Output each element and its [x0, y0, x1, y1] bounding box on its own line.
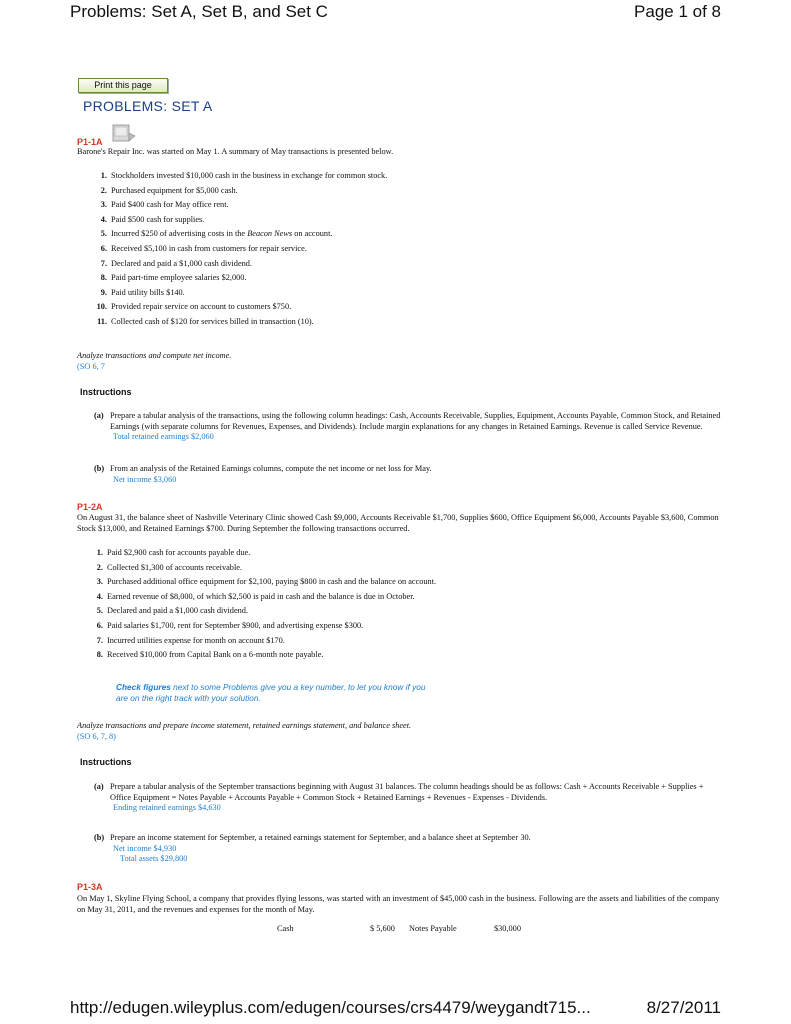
list-item: 2. Collected $1,300 of accounts receivable.: [96, 562, 243, 572]
list-item: 4. Paid $500 cash for supplies.: [100, 214, 205, 224]
list-item: 10. Provided repair service on account to customers $750.: [96, 302, 292, 312]
study-objective-link[interactable]: (SO 6, 7: [77, 361, 105, 371]
list-item: 8. Received $10,000 from Capital Bank on a 6-month note payable.: [96, 650, 324, 660]
list-item: 4. Earned revenue of $8,000, of which $2,500 is paid in cash and the balance is due in October.: [96, 591, 415, 601]
transaction-list-p1-2a: [90, 548, 710, 665]
check-figure: Total retained earnings $2,060: [113, 432, 214, 441]
page-url: http://edugen.wileyplus.com/edugen/courses/crs4479/weygandt715...: [70, 998, 591, 1017]
problem-label-p1-1a: P1-1A: [77, 137, 103, 147]
problem-intro-p1-1a: Barone's Repair Inc. was started on May 1. A summary of May transactions is presented below.: [77, 147, 394, 156]
print-footer: [70, 998, 721, 1024]
list-item: 2. Purchased equipment for $5,000 cash.: [100, 185, 238, 195]
ledger-amount: $ 5,600: [370, 924, 395, 933]
list-item: 7. Incurred utilities expense for month on account $170.: [96, 635, 285, 645]
check-figure: Net income $3,060: [113, 474, 177, 484]
list-item: 3. Purchased additional office equipment for $2,100, paying $800 in cash and the balance on account.: [96, 577, 437, 587]
print-date: 8/27/2011: [646, 998, 721, 1017]
list-item: 3. Paid $400 cash for May office rent.: [100, 200, 229, 210]
page-number: Page 1 of 8: [634, 2, 721, 21]
list-item: 11. Collected cash of $120 for services billed in transaction (10).: [97, 316, 314, 326]
list-item: 1. Paid $2,900 cash for accounts payable due.: [96, 548, 251, 557]
ledger-item: Cash: [277, 924, 294, 933]
list-item: 5. Incurred $250 of advertising costs in the Beacon News on account.: [100, 229, 333, 239]
newspaper-name: Beacon News: [247, 229, 293, 239]
print-header: [70, 0, 721, 26]
instructions-heading: Instructions: [80, 757, 132, 767]
print-button[interactable]: Print this page: [78, 78, 168, 93]
objective-block-p1-2a: [77, 721, 727, 742]
problem-label-p1-2a: P1-2A: [77, 502, 103, 512]
check-figure: Total assets $29,800: [120, 854, 188, 863]
list-item: 9. Paid utility bills $140.: [100, 287, 185, 297]
objective-text: Analyze transactions and compute net income.: [77, 351, 232, 360]
transaction-list-p1-1a: [92, 171, 712, 332]
cd-icon[interactable]: [110, 123, 136, 145]
document-title: Problems: Set A, Set B, and Set C: [70, 2, 328, 21]
instruction-part-b: (b) From an analysis of the Retained Earnings columns, compute the net income or net loss for May. Net income $3,060: [94, 464, 724, 485]
problem-label-p1-3a: P1-3A: [77, 882, 103, 892]
list-item: 1. Stockholders invested $10,000 cash in the business in exchange for common stock.: [100, 171, 388, 180]
ledger-item: Notes Payable: [409, 924, 457, 933]
instructions-heading: Instructions: [80, 387, 132, 397]
list-item: 7. Declared and paid a $1,000 cash dividend.: [100, 258, 252, 268]
objective-block-p1-1a: [77, 351, 727, 372]
instruction-part-b: (b) Prepare an income statement for September, a retained earnings statement for September, and a balance sheet at September 30. Net income $4,930 Total assets $29,800: [94, 833, 724, 865]
problem-intro-p1-3a: On May 1, Skyline Flying School, a company that provides flying lessons, was started with an investment of $45,000 cash in the business. Following are the assets and liabilities of the company on May 31, 2011, and the revenues and expenses for the month of May.: [77, 894, 720, 914]
check-figures-note: Check figures next to some Problems give you a key number, to let you know if you are on the right track with your solution.: [116, 682, 426, 703]
list-item: 8. Paid part-time employee salaries $2,000.: [100, 273, 247, 283]
problem-intro-p1-2a: On August 31, the balance sheet of Nashville Veterinary Clinic showed Cash $9,000, Accounts Receivable $1,700, Supplies $600, Office Equipment $6,000, Accounts Payable $3,600, Common Stock $13,000, and Retained Earnings $700. During September the following transactions occurred.: [77, 513, 719, 533]
list-item: 5. Declared and paid a $1,000 cash dividend.: [96, 606, 248, 616]
list-item: 6. Paid salaries $1,700, rent for September $900, and advertising expense $300.: [96, 620, 364, 630]
ledger-amount: $30,000: [494, 924, 521, 933]
check-figure: Ending retained earnings $4,630: [113, 803, 221, 812]
instruction-part-a: (a) Prepare a tabular analysis of the September transactions beginning with August 31 balances. The column headings should be as follows: Cash + Accounts Receivable + Supplies + Office Equipment = Notes Payable + Accounts Payable + Common Stock + Retained Earnings + Revenues - Expenses - Dividends. Ending retained earnings $4,630: [94, 782, 724, 814]
list-item: 6. Received $5,100 in cash from customers for repair service.: [100, 243, 307, 253]
check-figure: Net income $4,930: [113, 843, 177, 853]
instruction-part-a: (a) Prepare a tabular analysis of the transactions, using the following column headings: Cash, Accounts Receivable, Supplies, Equipment, Accounts Payable, Common Stock, and Retained Earnings (with separate columns for Revenues, Expenses, and Dividends). Include margin explanations for any changes in Retained Earnings. Revenue is called Service Revenue. Total retained earnings $2,060: [94, 411, 724, 443]
objective-text: Analyze transactions and prepare income statement, retained earnings statement, and balance sheet.: [77, 721, 412, 730]
section-title: PROBLEMS: SET A: [83, 98, 213, 114]
study-objective-link[interactable]: (SO 6, 7, 8): [77, 731, 116, 741]
